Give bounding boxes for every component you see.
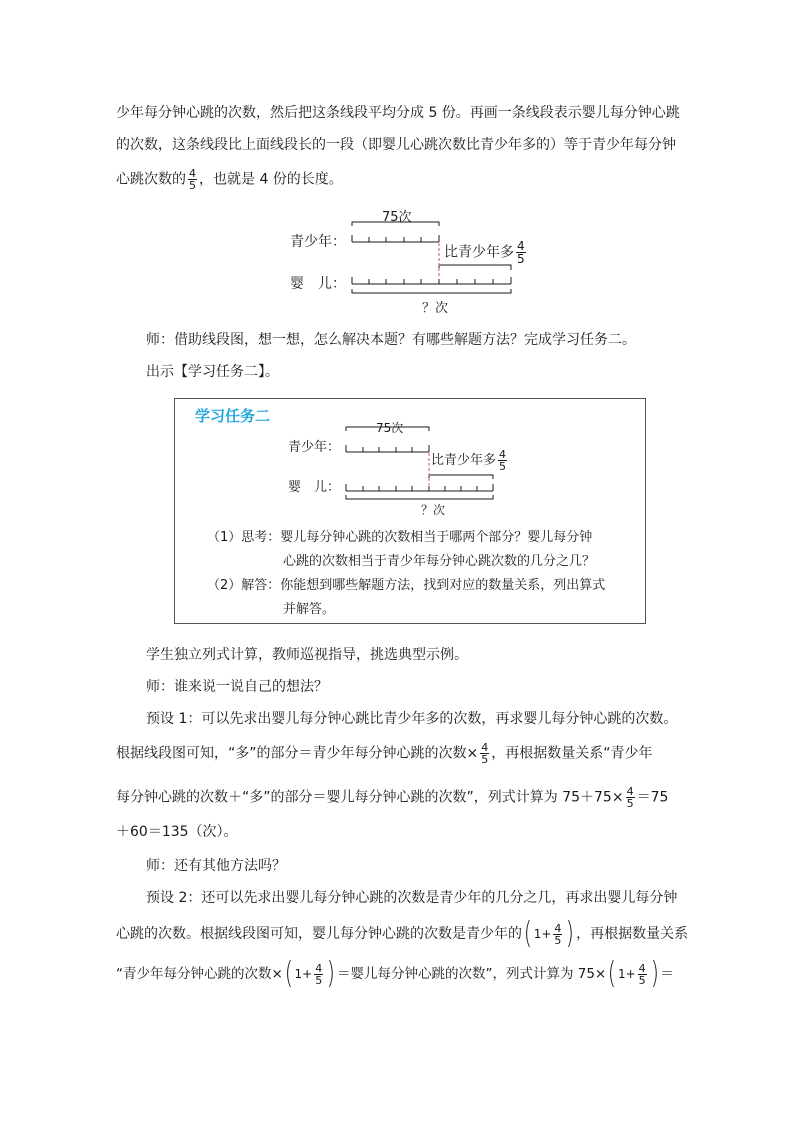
task-question-1a: （1）思考：婴儿每分钟心跳的次数相当于哪两个部分？婴儿每分钟 — [207, 530, 593, 545]
preset2-line-2: 心跳的次数。根据线段图可知，婴儿每分钟心跳的次数是青少年的 ( 1+ $\frac{4}{5}$ ) ，再根据数量关系 — [116, 916, 689, 951]
diagram1-teen-label: 青少年： — [290, 234, 346, 250]
task-question-2a: （2）解答：你能想到哪些解题方法，找到对应的数量关系，列出算式 — [207, 578, 606, 593]
diagram1-top-label: 75次 — [382, 210, 412, 225]
intro-line-1: 少年每分钟心跳的次数，然后把这条线段平均分成 5 份。再画一条线段表示婴儿每分钟心跳 — [116, 105, 680, 121]
paren-one-plus-fraction: ( 1+ $\frac{4}{5}$ ) — [523, 916, 575, 951]
diagram1-more-label: 比青少年多 $\frac{4}{5}$ — [444, 239, 525, 266]
preset1-line-4: ＋60＝135（次）。 — [116, 824, 238, 840]
preset2-line-1: 预设 2：还可以先求出婴儿每分钟心跳的次数是青少年的几分之几，再求出婴儿每分钟 — [146, 890, 678, 906]
teacher-line-3: 师：还有其他方法吗？ — [146, 858, 286, 874]
preset1-line-1: 预设 1：可以先求出婴儿每分钟心跳比青少年多的次数，再求婴儿每分钟心跳的次数。 — [146, 711, 678, 727]
diagram2-top-label: 75次 — [376, 421, 404, 435]
task-question-2b: 并解答。 — [283, 602, 336, 617]
teacher-line-1: 师：借助线段图，想一想，怎么解决本题？有哪些解题方法？完成学习任务二。 — [146, 332, 636, 348]
preset1-line-2: 根据线段图可知，“多”的部分＝青少年每分钟心跳的次数× $\frac{4}{5}$ ，再根据数量关系“青少年 — [116, 741, 653, 766]
diagram2-teen-label: 青少年： — [288, 440, 341, 455]
learning-task-box — [174, 398, 646, 624]
preset1-line-3: 每分钟心跳的次数＋“多”的部分＝婴儿每分钟心跳的次数”，列式计算为 75＋75× $\frac{4}{5}$ ＝75 — [116, 785, 669, 810]
students-line: 学生独立列式计算，教师巡视指导，挑选典型示例。 — [146, 647, 468, 663]
show-task-line: 出示【学习任务二】。 — [146, 364, 279, 380]
fraction-four-fifths: $\frac{4}{5}$ — [189, 167, 196, 192]
task-question-1b: 心跳的次数相当于青少年每分钟心跳次数的几分之几？ — [283, 554, 596, 569]
preset2-line-3: “青少年每分钟心跳的次数× ( 1+ $\frac{4}{5}$ ) ＝婴儿每分钟心跳的次数”，列式计算为 75× ( 1+ $\frac{4}{5}$ ) ＝ — [116, 956, 674, 991]
diagram2-baby-label: 婴 儿： — [288, 480, 341, 495]
intro-line-2: 的次数，这条线段比上面线段长的一段（即婴儿心跳次数比青少年多的）等于青少年每分钟 — [116, 137, 676, 153]
intro-line-3: 心跳次数的 $\frac{4}{5}$ ，也就是 4 份的长度。 — [116, 167, 343, 192]
diagram1-total-label: ？次 — [422, 301, 449, 316]
teacher-line-2: 师：谁来说一说自己的想法？ — [146, 679, 328, 695]
task-title: 学习任务二 — [195, 407, 271, 425]
diagram2-total-label: ？次 — [421, 503, 446, 517]
diagram1-baby-label: 婴 儿： — [290, 276, 346, 292]
diagram2-more-label: 比青少年多 $\frac{4}{5}$ — [431, 448, 507, 473]
